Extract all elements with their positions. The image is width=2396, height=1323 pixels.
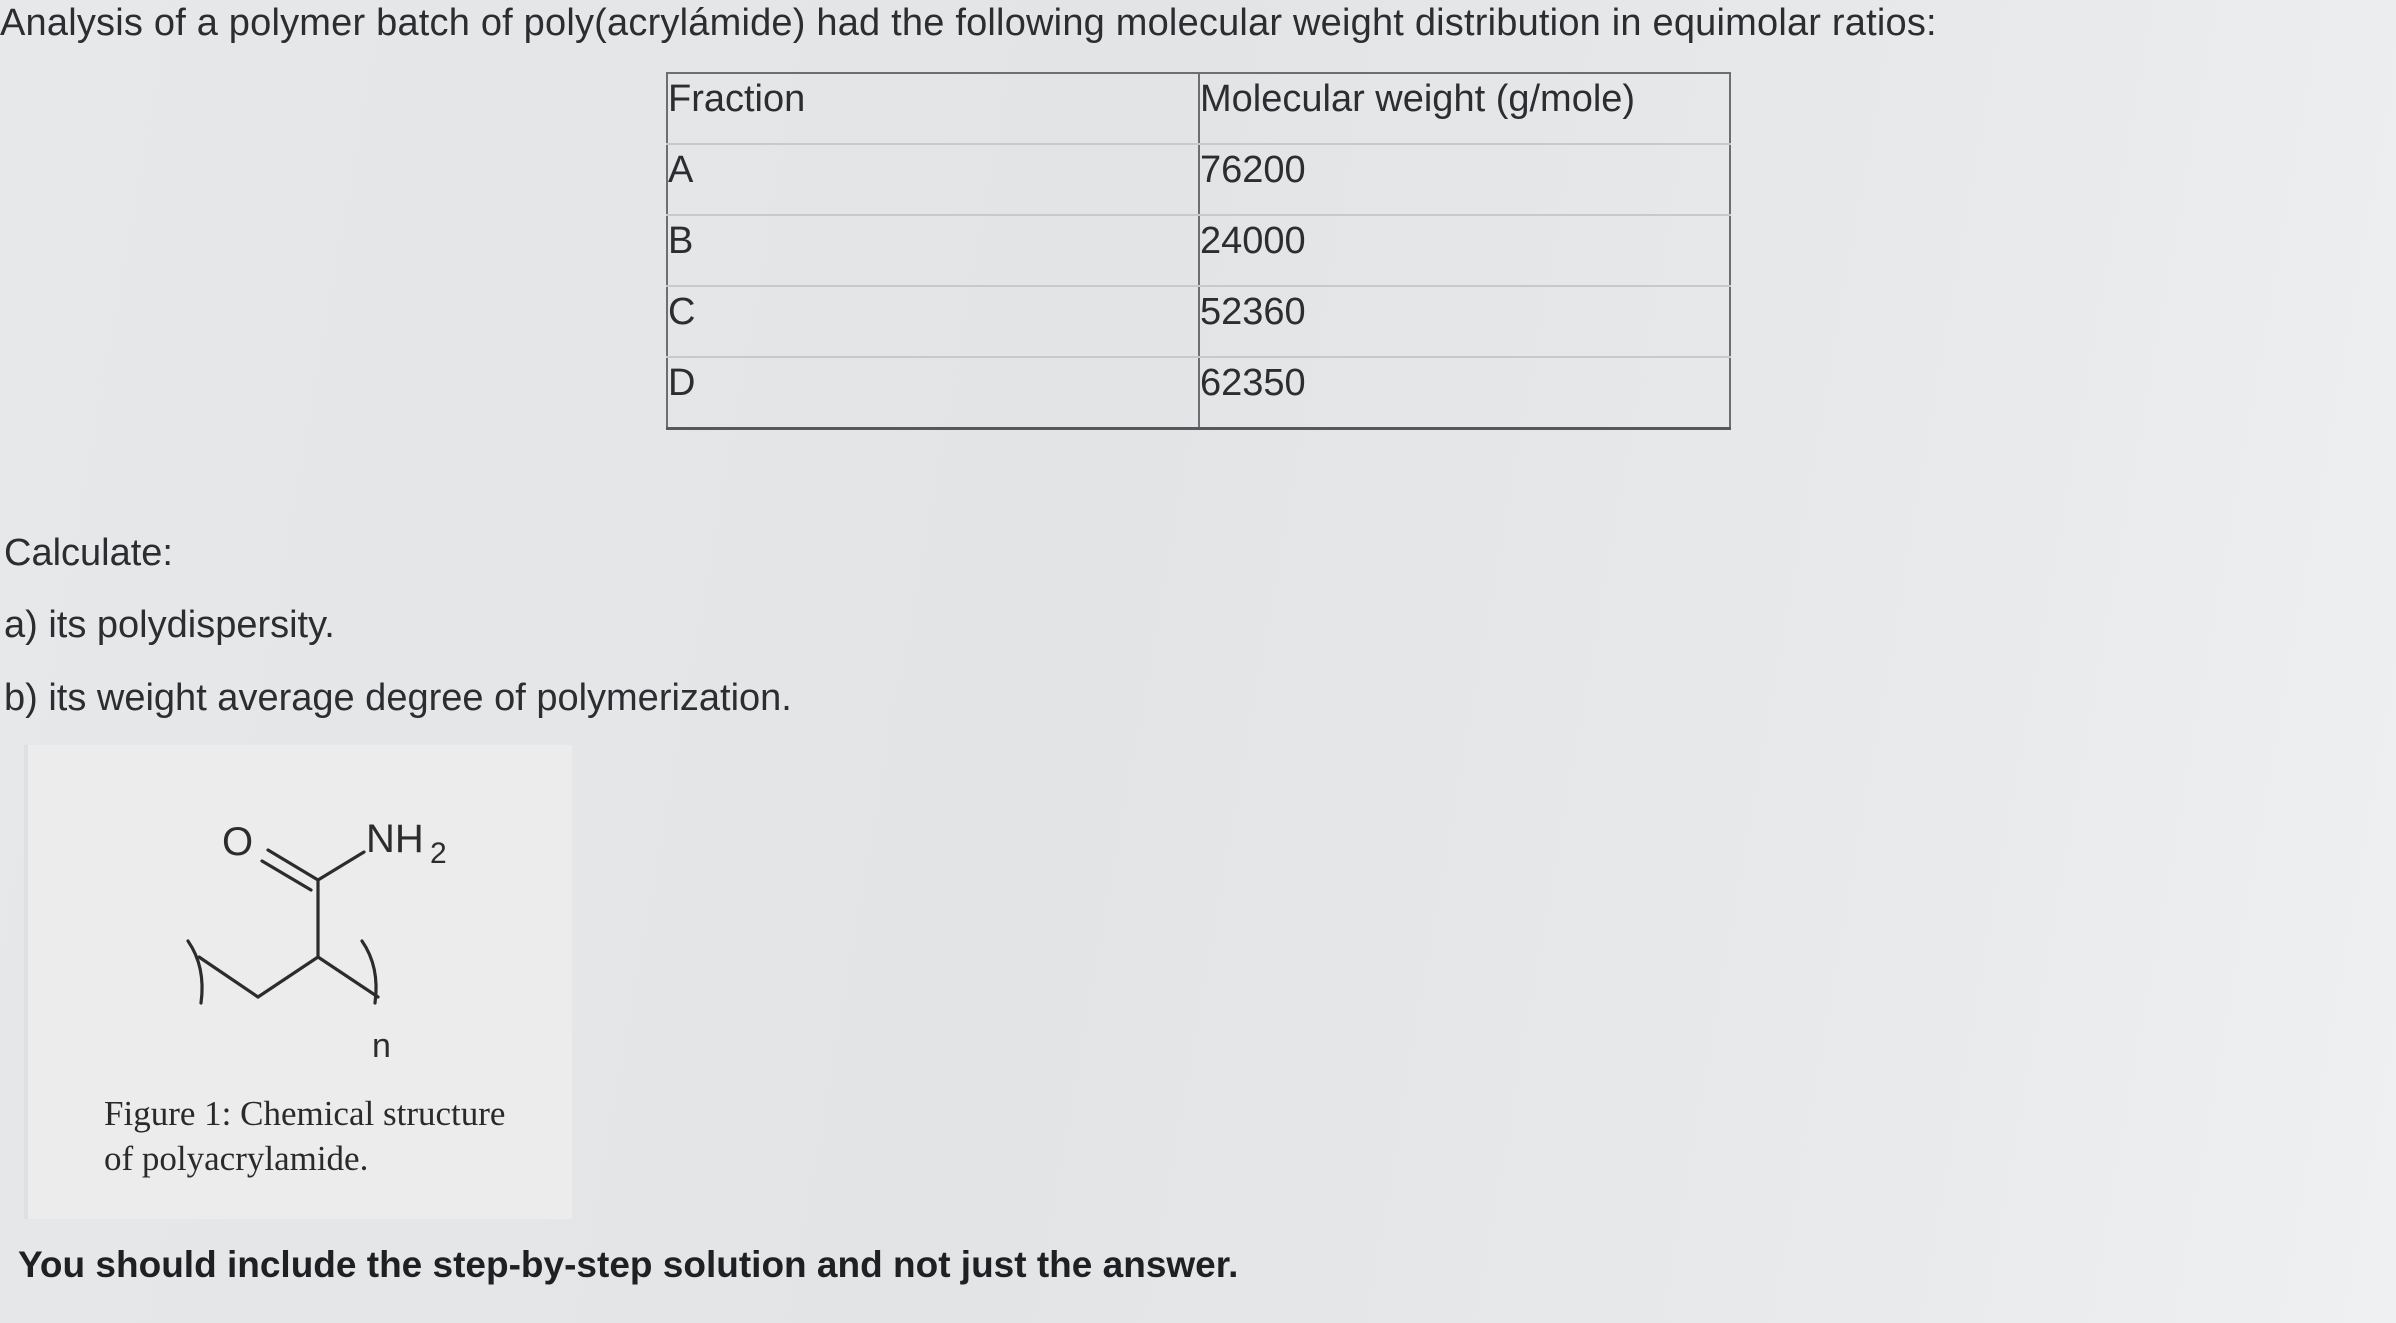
figure-caption-line: Figure 1: Chemical structure (104, 1094, 506, 1133)
molecular-weight-cell: 52360 (1199, 286, 1730, 357)
table-header-row (667, 73, 1730, 144)
table-row (667, 357, 1730, 428)
fraction-cell: A (667, 144, 1199, 215)
question-part-a: a) its polydispersity. (4, 604, 335, 646)
carbonyl-bond-second (262, 861, 311, 890)
oxygen-label: O (222, 820, 254, 864)
carbonyl-bond (268, 850, 318, 880)
fraction-cell: C (667, 286, 1199, 357)
figure-panel (24, 745, 572, 1219)
fraction-cell: D (667, 357, 1199, 428)
table-row (667, 286, 1730, 357)
question-part-b: b) its weight average degree of polymerization. (4, 677, 792, 719)
molecular-weight-cell: 76200 (1199, 144, 1730, 215)
repeat-unit-label: n (372, 1027, 391, 1065)
figure-caption-line: of polyacrylamide. (104, 1139, 369, 1178)
calculate-heading: Calculate: (4, 532, 173, 574)
molecular-weight-cell: 62350 (1199, 357, 1730, 428)
molecular-weight-table (666, 72, 1731, 430)
backbone-bond-middle (258, 957, 318, 997)
figure-caption (104, 1091, 564, 1181)
table-row (667, 215, 1730, 286)
amine-subscript: 2 (430, 837, 447, 870)
column-header-fraction: Fraction (667, 73, 1199, 144)
fraction-cell: B (667, 215, 1199, 286)
backbone-bond-left (199, 957, 258, 997)
solution-instruction: You should include the step-by-step solution and not just the answer. (18, 1244, 1239, 1285)
amine-label: NH (366, 817, 424, 861)
backbone-bond-right (318, 957, 378, 997)
molecular-weight-cell: 24000 (1199, 215, 1730, 286)
question-intro: Analysis of a polymer batch of poly(acrylámide) had the following molecular weight distribution in equimolar ratios: (0, 2, 1937, 44)
table-row (667, 144, 1730, 215)
amide-bond (318, 852, 364, 880)
column-header-molecular-weight: Molecular weight (g/mole) (1199, 73, 1730, 144)
left-bracket (188, 941, 202, 1003)
